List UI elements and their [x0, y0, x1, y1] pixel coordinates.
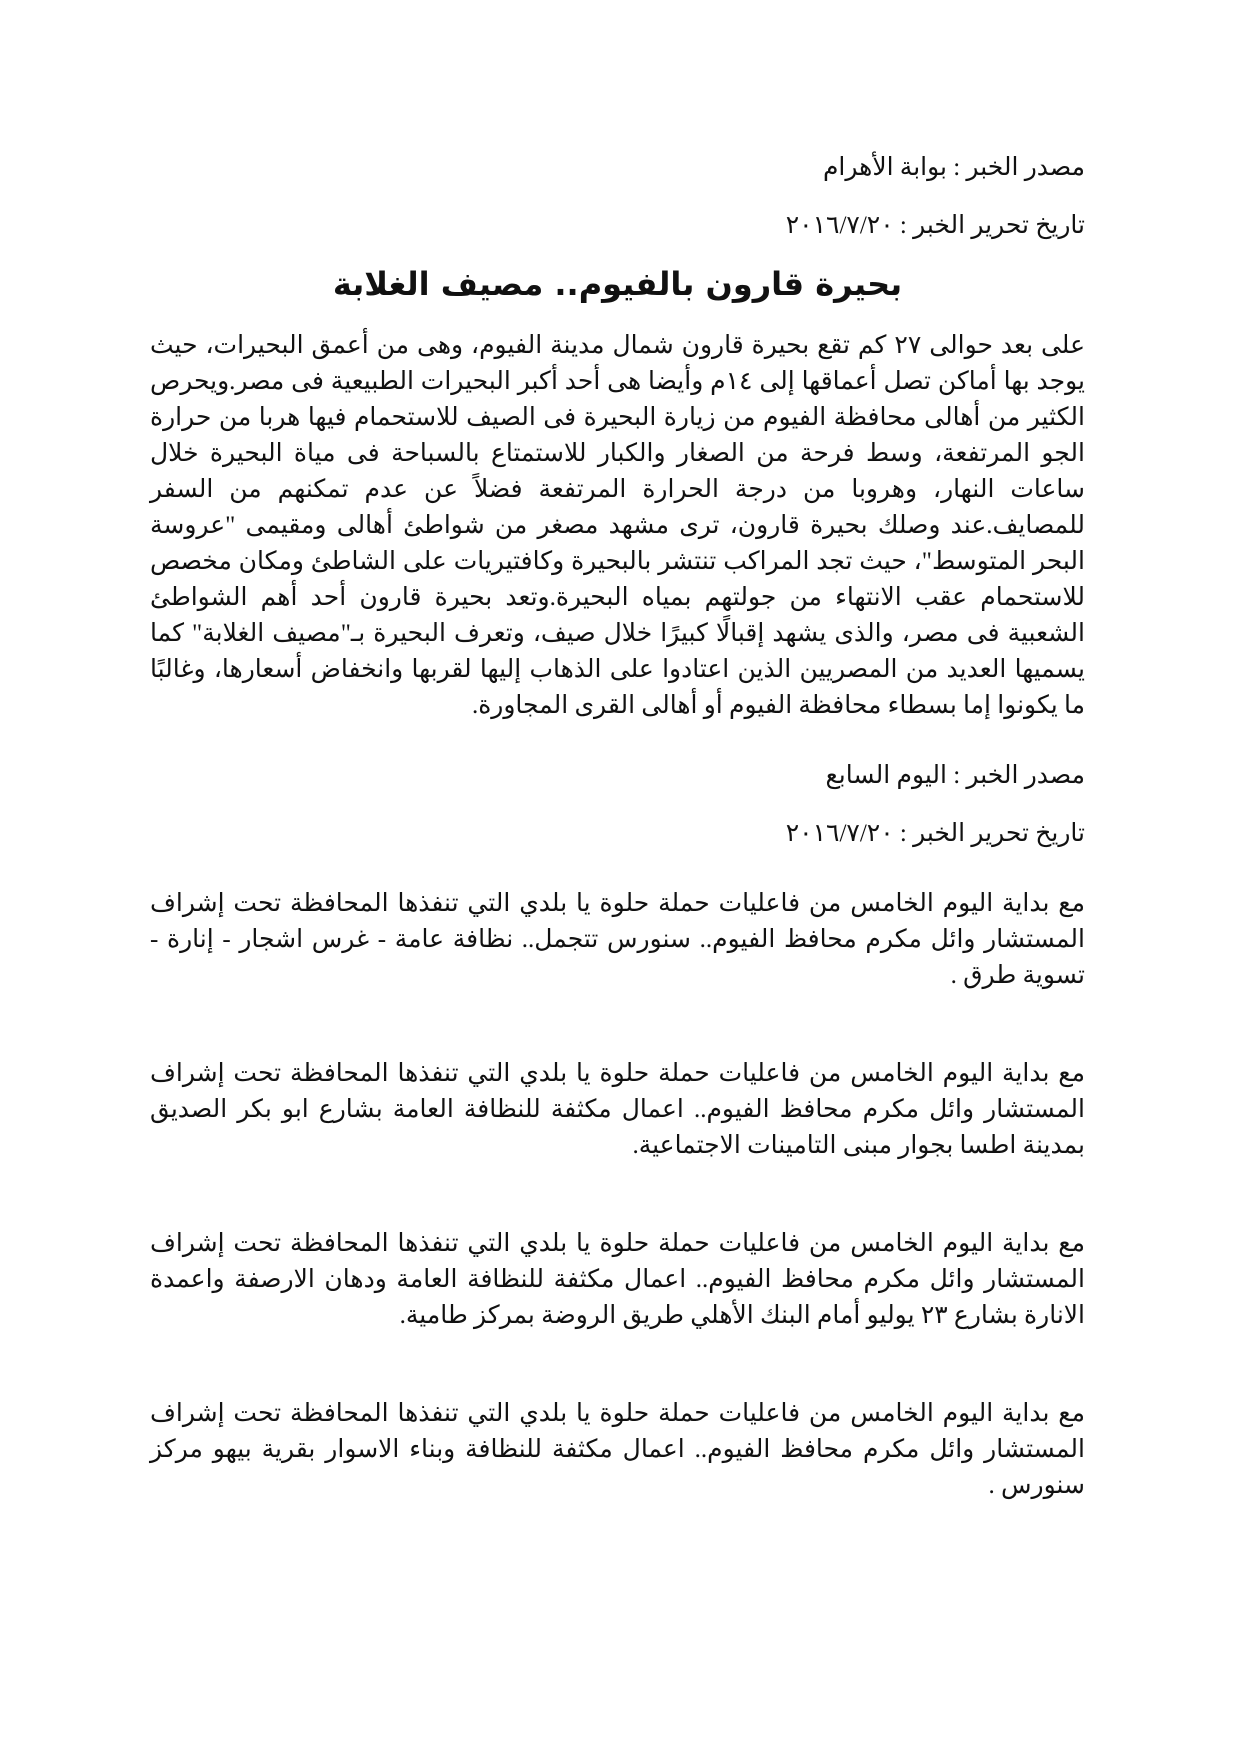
notice-paragraph: مع بداية اليوم الخامس من فاعليات حملة حلوة يا بلدي التي تنفذها المحافظة تحت إشراف المستشار وائل مكرم محافظ الفيوم.. اعمال مكثفة للنظافة وبناء الاسوار بقرية بيهو مركز سنورس .	[150, 1400, 1085, 1499]
article-headline: بحيرة قارون بالفيوم.. مصيف الغلابة	[332, 265, 903, 303]
news-date-label: تاريخ تحرير الخبر :	[899, 820, 1085, 847]
news-source-value: اليوم السابع	[825, 762, 947, 789]
notice-paragraph: مع بداية اليوم الخامس من فاعليات حملة حلوة يا بلدي التي تنفذها المحافظة تحت إشراف المستشار وائل مكرم محافظ الفيوم.. سنورس تتجمل.. نظافة عامة - غرس اشجار - إنارة - تسوية طرق .	[150, 890, 1085, 989]
news-date-line	[150, 816, 1085, 852]
news-source-value: بوابة الأهرام	[822, 154, 947, 181]
news-date-label: تاريخ تحرير الخبر :	[899, 212, 1085, 239]
news-date-value: ٢٠١٦/٧/٢٠	[785, 212, 894, 239]
document-content	[150, 150, 1085, 1504]
news-date-value: ٢٠١٦/٧/٢٠	[785, 820, 894, 847]
notice-paragraph: مع بداية اليوم الخامس من فاعليات حملة حلوة يا بلدي التي تنفذها المحافظة تحت إشراف المستشار وائل مكرم محافظ الفيوم.. اعمال مكثفة للنظافة العامة ودهان الارصفة واعمدة الانارة بشارع ٢٣ يوليو أمام البنك الأهلي طريق الروضة بمركز طامية.	[150, 1230, 1085, 1329]
article-body: على بعد حوالى ٢٧ كم تقع بحيرة قارون شمال مدينة الفيوم، وهى من أعمق البحيرات، حيث يوجد بها أماكن تصل أعماقها إلى ١٤م وأيضا هى أحد أكبر البحيرات الطبيعية فى مصر.ويحرص الكثير من أهالى محافظة الفيوم من زيارة البحيرة فى الصيف للاستحمام فيها هربا من حرارة الجو المرتفعة، وسط فرحة من الصغار والكبار للاستمتاع بالسباحة فى مياة البحيرة خلال ساعات النهار، وهروبا من درجة الحرارة المرتفعة فضلاً عن عدم تمكنهم من السفر للمصايف.عند وصلك بحيرة قارون، ترى مشهد مصغر من شواطئ أهالى ومقيمى "عروسة البحر المتوسط"، حيث تجد المراكب تنتشر بالبحيرة وكافتيريات على الشاطئ ومكان مخصص للاستحمام عقب الانتهاء من جولتهم بمياه البحيرة.وتعد بحيرة قارون أحد أهم الشواطئ الشعبية فى مصر، والذى يشهد إقبالًا كبيرًا خلال صيف، وتعرف البحيرة بـ"مصيف الغلابة" كما يسميها العديد من المصريين الذين اعتادوا على الذهاب إليها لقربها وانخفاض أسعارها، وغالبًا ما يكونوا إما بسطاء محافظة الفيوم أو أهالى القرى المجاورة.	[150, 332, 1085, 719]
news-source-label: مصدر الخبر :	[953, 762, 1085, 789]
news-source-line	[150, 758, 1085, 794]
news-source-line	[150, 150, 1085, 186]
news-date-line	[150, 208, 1085, 244]
news-source-label: مصدر الخبر :	[953, 154, 1085, 181]
notice-paragraph: مع بداية اليوم الخامس من فاعليات حملة حلوة يا بلدي التي تنفذها المحافظة تحت إشراف المستشار وائل مكرم محافظ الفيوم.. اعمال مكثفة للنظافة العامة بشارع ابو بكر الصديق بمدينة اطسا بجوار مبنى التامينات الاجتماعية.	[150, 1060, 1085, 1159]
